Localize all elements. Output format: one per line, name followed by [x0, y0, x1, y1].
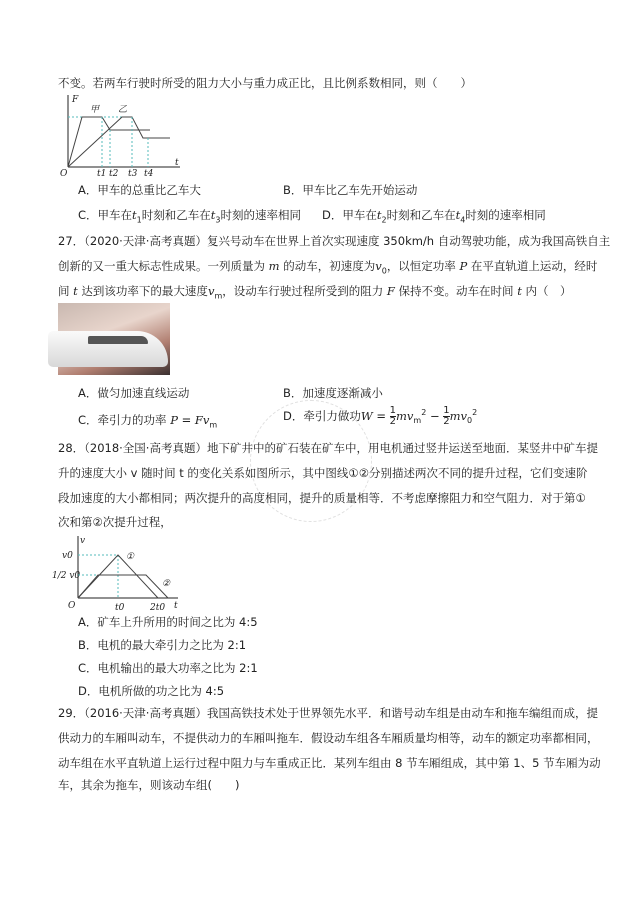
curve-1-label: ① [126, 552, 135, 562]
curve-2-label: ② [162, 579, 171, 589]
q28-line3: 段加速度的大小都相同；两次提升的高度相同，提升的质量相等．不考虑摩擦阻力和空气阻力．对于第① [58, 491, 586, 505]
curve-yi [68, 117, 170, 167]
q29-line4: 车，其余为拖车，则该动车组( ) [58, 778, 240, 792]
q28-option-d: D．电机所做的功之比为 4:5 [78, 684, 225, 698]
curve-jia [68, 117, 150, 167]
y-axis-label: F [72, 95, 79, 105]
q29-line1: 29．（2016·天津·高考真题）我国高铁技术处于世界领先水平．和谐号动车组是由动车和拖车编组而成，提 [58, 706, 598, 720]
q27-line2: 创新的又一重大标志性成果。一列质量为 m 的动车，初速度为$v_0$，以恒定功率 P 在平直轨道上运动，经时 [58, 259, 598, 276]
tick-2t0: 2t0 [150, 603, 166, 613]
q28-option-b: B．电机的最大牵引力之比为 2:1 [78, 638, 247, 652]
curve-jia-label: 甲 [90, 105, 100, 115]
tick-t2: t2 [109, 169, 119, 179]
q28-v-t-graph [52, 534, 183, 614]
q28-line4: 次和第②次提升过程， [58, 515, 172, 529]
curve-yi-label: 乙 [118, 105, 128, 115]
q27-line1: 27．（2020·天津·高考真题）复兴号动车在世界上首次实现速度 350km/h 自动驾驶功能，成为我国高铁自主 [58, 234, 611, 248]
q26-option-d: D．甲车在$t_2$时刻和乙车在$t_4$时刻的速率相同 [322, 208, 546, 225]
q26-option-b: B．甲车比乙车先开始运动 [283, 183, 418, 197]
x-axis-label: t [175, 158, 179, 168]
q28-option-a: A．矿车上升所用的时间之比为 4:5 [78, 615, 258, 629]
half-v0-label: 1/2 v0 [52, 571, 81, 581]
q26-text: 不变。若两车行驶时所受的阻力大小与重力成正比，且比例系数相同，则（ ） [58, 76, 472, 90]
q27-option-b: B．加速度逐渐减小 [283, 386, 383, 400]
q28-line1: 28．（2018·全国·高考真题）地下矿井中的矿石装在矿车中，用电机通过竖井运送至地面．某竖井中矿车提 [58, 441, 598, 455]
tick-t1: t1 [97, 169, 107, 179]
origin-label: O [60, 169, 68, 179]
q26-f-t-graph [60, 92, 185, 177]
tick-t0: t0 [115, 603, 125, 613]
q27-option-c: C．牵引力的功率 $P = Fv_m$ [78, 413, 218, 430]
q27-option-d: D．牵引力做功W = $\frac{1}{2}$ $mv_m^2$ − $\frac{1}{2}$ $mv_0^2$ [283, 404, 478, 427]
x-axis-label: t [174, 601, 178, 611]
train-photo [58, 303, 170, 375]
q26-option-c: C．甲车在$t_1$时刻和乙车在$t_3$时刻的速率相同 [78, 208, 301, 225]
tick-t3: t3 [128, 169, 138, 179]
q28-line2: 升的速度大小 v 随时间 t 的变化关系如图所示，其中图线①②分别描述两次不同的提升过程，它们变速阶 [58, 466, 588, 480]
tick-t4: t4 [144, 169, 154, 179]
y-axis-label: v [80, 536, 86, 546]
q27-line3: 间 t 达到该功率下的最大速度$v_m$，设动车行驶过程所受到的阻力 F 保持不变。动车在时间 t 内（ ） [58, 284, 572, 301]
q29-line3: 动车组在水平直轨道上运行过程中阻力与车重成正比．某列车组由 8 节车厢组成，其中第 1、5 节车厢为动 [58, 756, 601, 770]
q26-option-a: A．甲车的总重比乙车大 [78, 183, 201, 197]
v0-label: v0 [62, 551, 73, 561]
q28-option-c: C．电机输出的最大功率之比为 2:1 [78, 661, 258, 675]
q27-option-a: A．做匀加速直线运动 [78, 386, 190, 400]
q29-line2: 供动力的车厢叫动车，不提供动力的车厢叫拖车．假设动车组各车厢质量均相等，动车的额定功率都相同， [58, 731, 599, 745]
origin-label: O [68, 601, 76, 611]
